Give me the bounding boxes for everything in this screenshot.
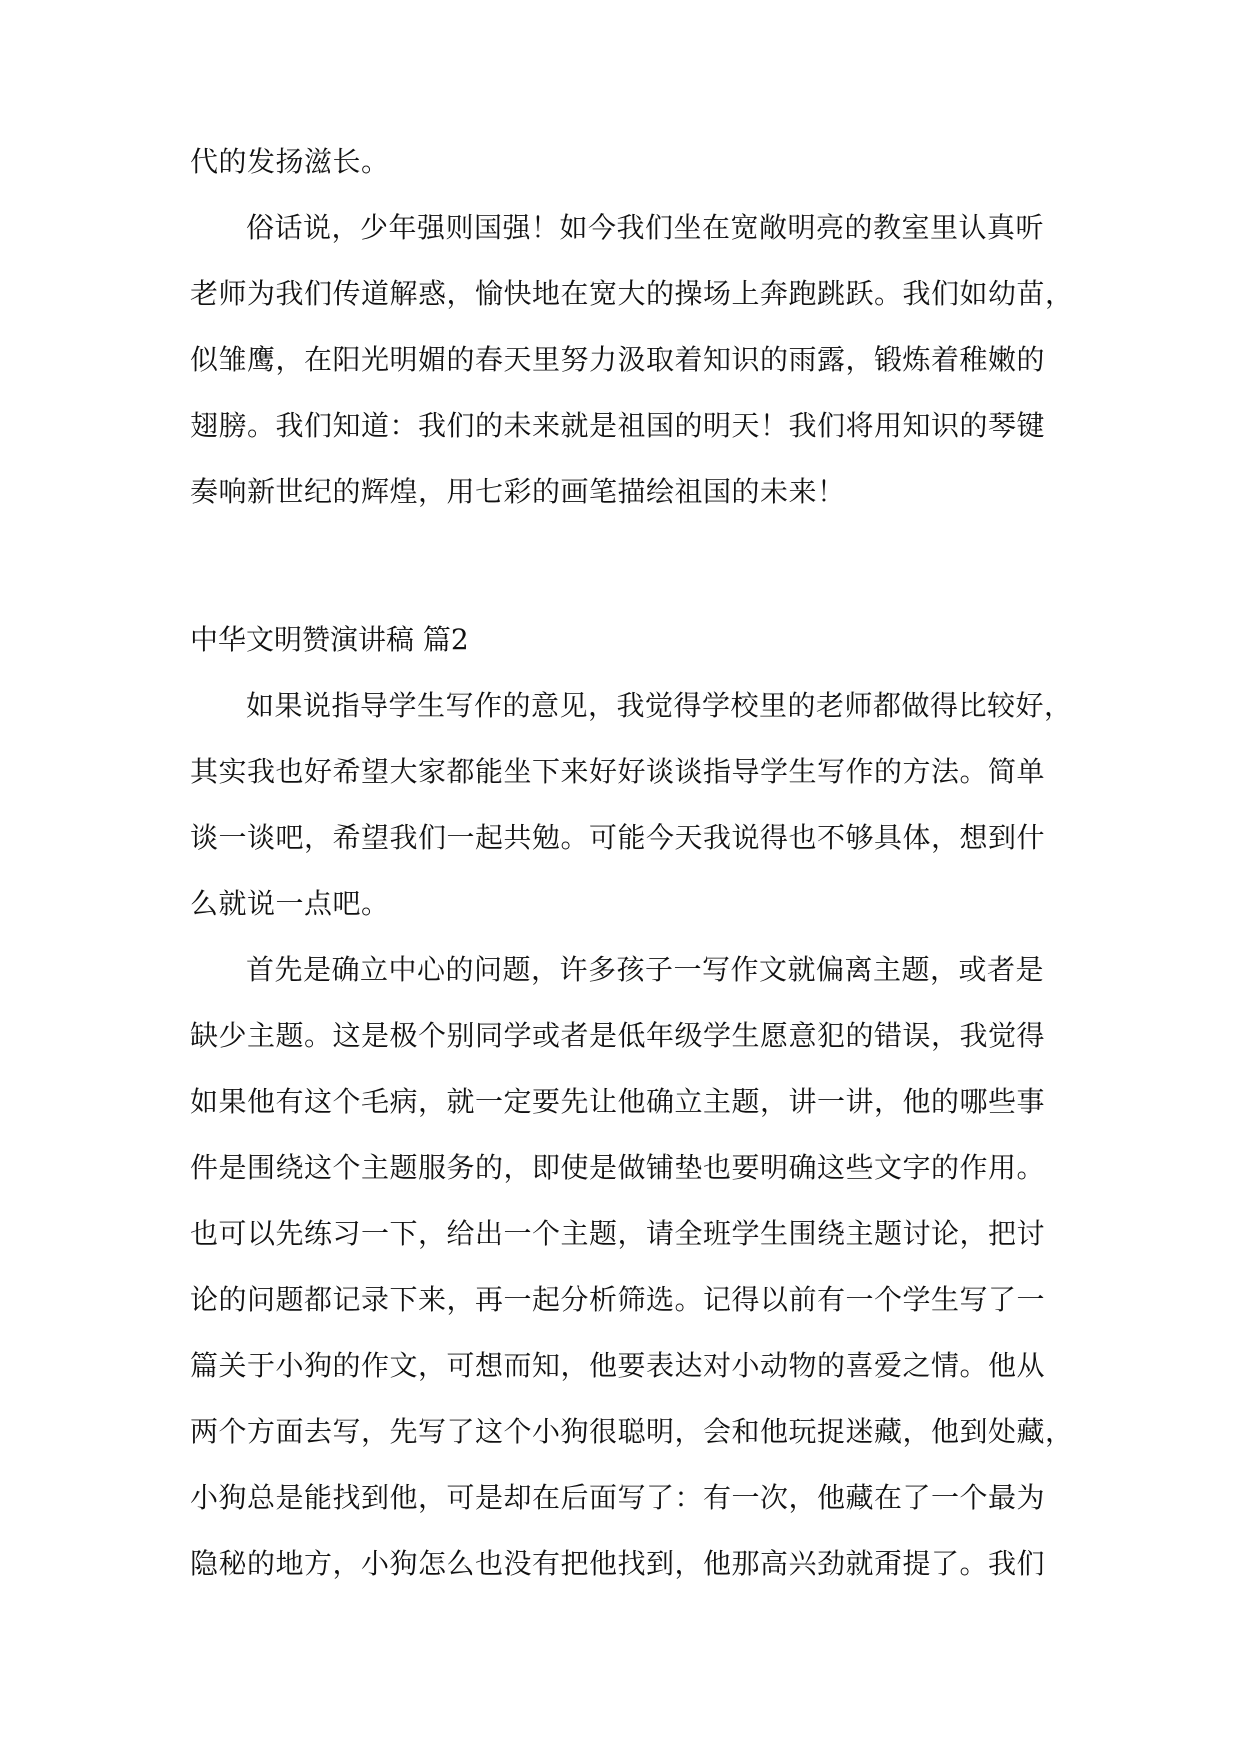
text-line: 论的问题都记录下来，再一起分析筛选。记得以前有一个学生写了一 <box>190 1283 1046 1316</box>
section-heading: 中华文明赞演讲稿 篇2 <box>190 623 469 656</box>
text-line: 其实我也好希望大家都能坐下来好好谈谈指导学生写作的方法。简单 <box>190 755 1046 788</box>
text-line: 小狗总是能找到他，可是却在后面写了：有一次，他藏在了一个最为 <box>190 1481 1046 1514</box>
text-line: 首先是确立中心的问题，许多孩子一写作文就偏离主题，或者是 <box>246 953 1045 986</box>
text-line: 篇关于小狗的作文，可想而知，他要表达对小动物的喜爱之情。他从 <box>190 1349 1046 1382</box>
text-line: 代的发扬滋长。 <box>190 145 390 178</box>
text-line: 件是围绕这个主题服务的，即使是做铺垫也要明确这些文字的作用。 <box>190 1151 1046 1184</box>
text-line: 老师为我们传道解惑，愉快地在宽大的操场上奔跑跳跃。我们如幼苗， <box>190 277 1074 310</box>
text-line: 奏响新世纪的辉煌，用七彩的画笔描绘祖国的未来！ <box>190 475 846 508</box>
text-line: 如果说指导学生写作的意见，我觉得学校里的老师都做得比较好， <box>246 689 1073 722</box>
text-line: 谈一谈吧，希望我们一起共勉。可能今天我说得也不够具体，想到什 <box>190 821 1046 854</box>
text-line: 翅膀。我们知道：我们的未来就是祖国的明天！我们将用知识的琴键 <box>190 409 1046 442</box>
text-line: 隐秘的地方，小狗怎么也没有把他找到，他那高兴劲就甭提了。我们 <box>190 1547 1046 1580</box>
text-line: 也可以先练习一下，给出一个主题，请全班学生围绕主题讨论，把讨 <box>190 1217 1046 1250</box>
text-line: 么就说一点吧。 <box>190 887 390 920</box>
text-line: 两个方面去写，先写了这个小狗很聪明，会和他玩捉迷藏，他到处藏， <box>190 1415 1074 1448</box>
text-line: 俗话说，少年强则国强！如今我们坐在宽敞明亮的教室里认真听 <box>246 211 1045 244</box>
text-line: 如果他有这个毛病，就一定要先让他确立主题，讲一讲，他的哪些事 <box>190 1085 1046 1118</box>
text-line: 缺少主题。这是极个别同学或者是低年级学生愿意犯的错误，我觉得 <box>190 1019 1046 1052</box>
text-line: 似雏鹰，在阳光明媚的春天里努力汲取着知识的雨露，锻炼着稚嫩的 <box>190 343 1046 376</box>
